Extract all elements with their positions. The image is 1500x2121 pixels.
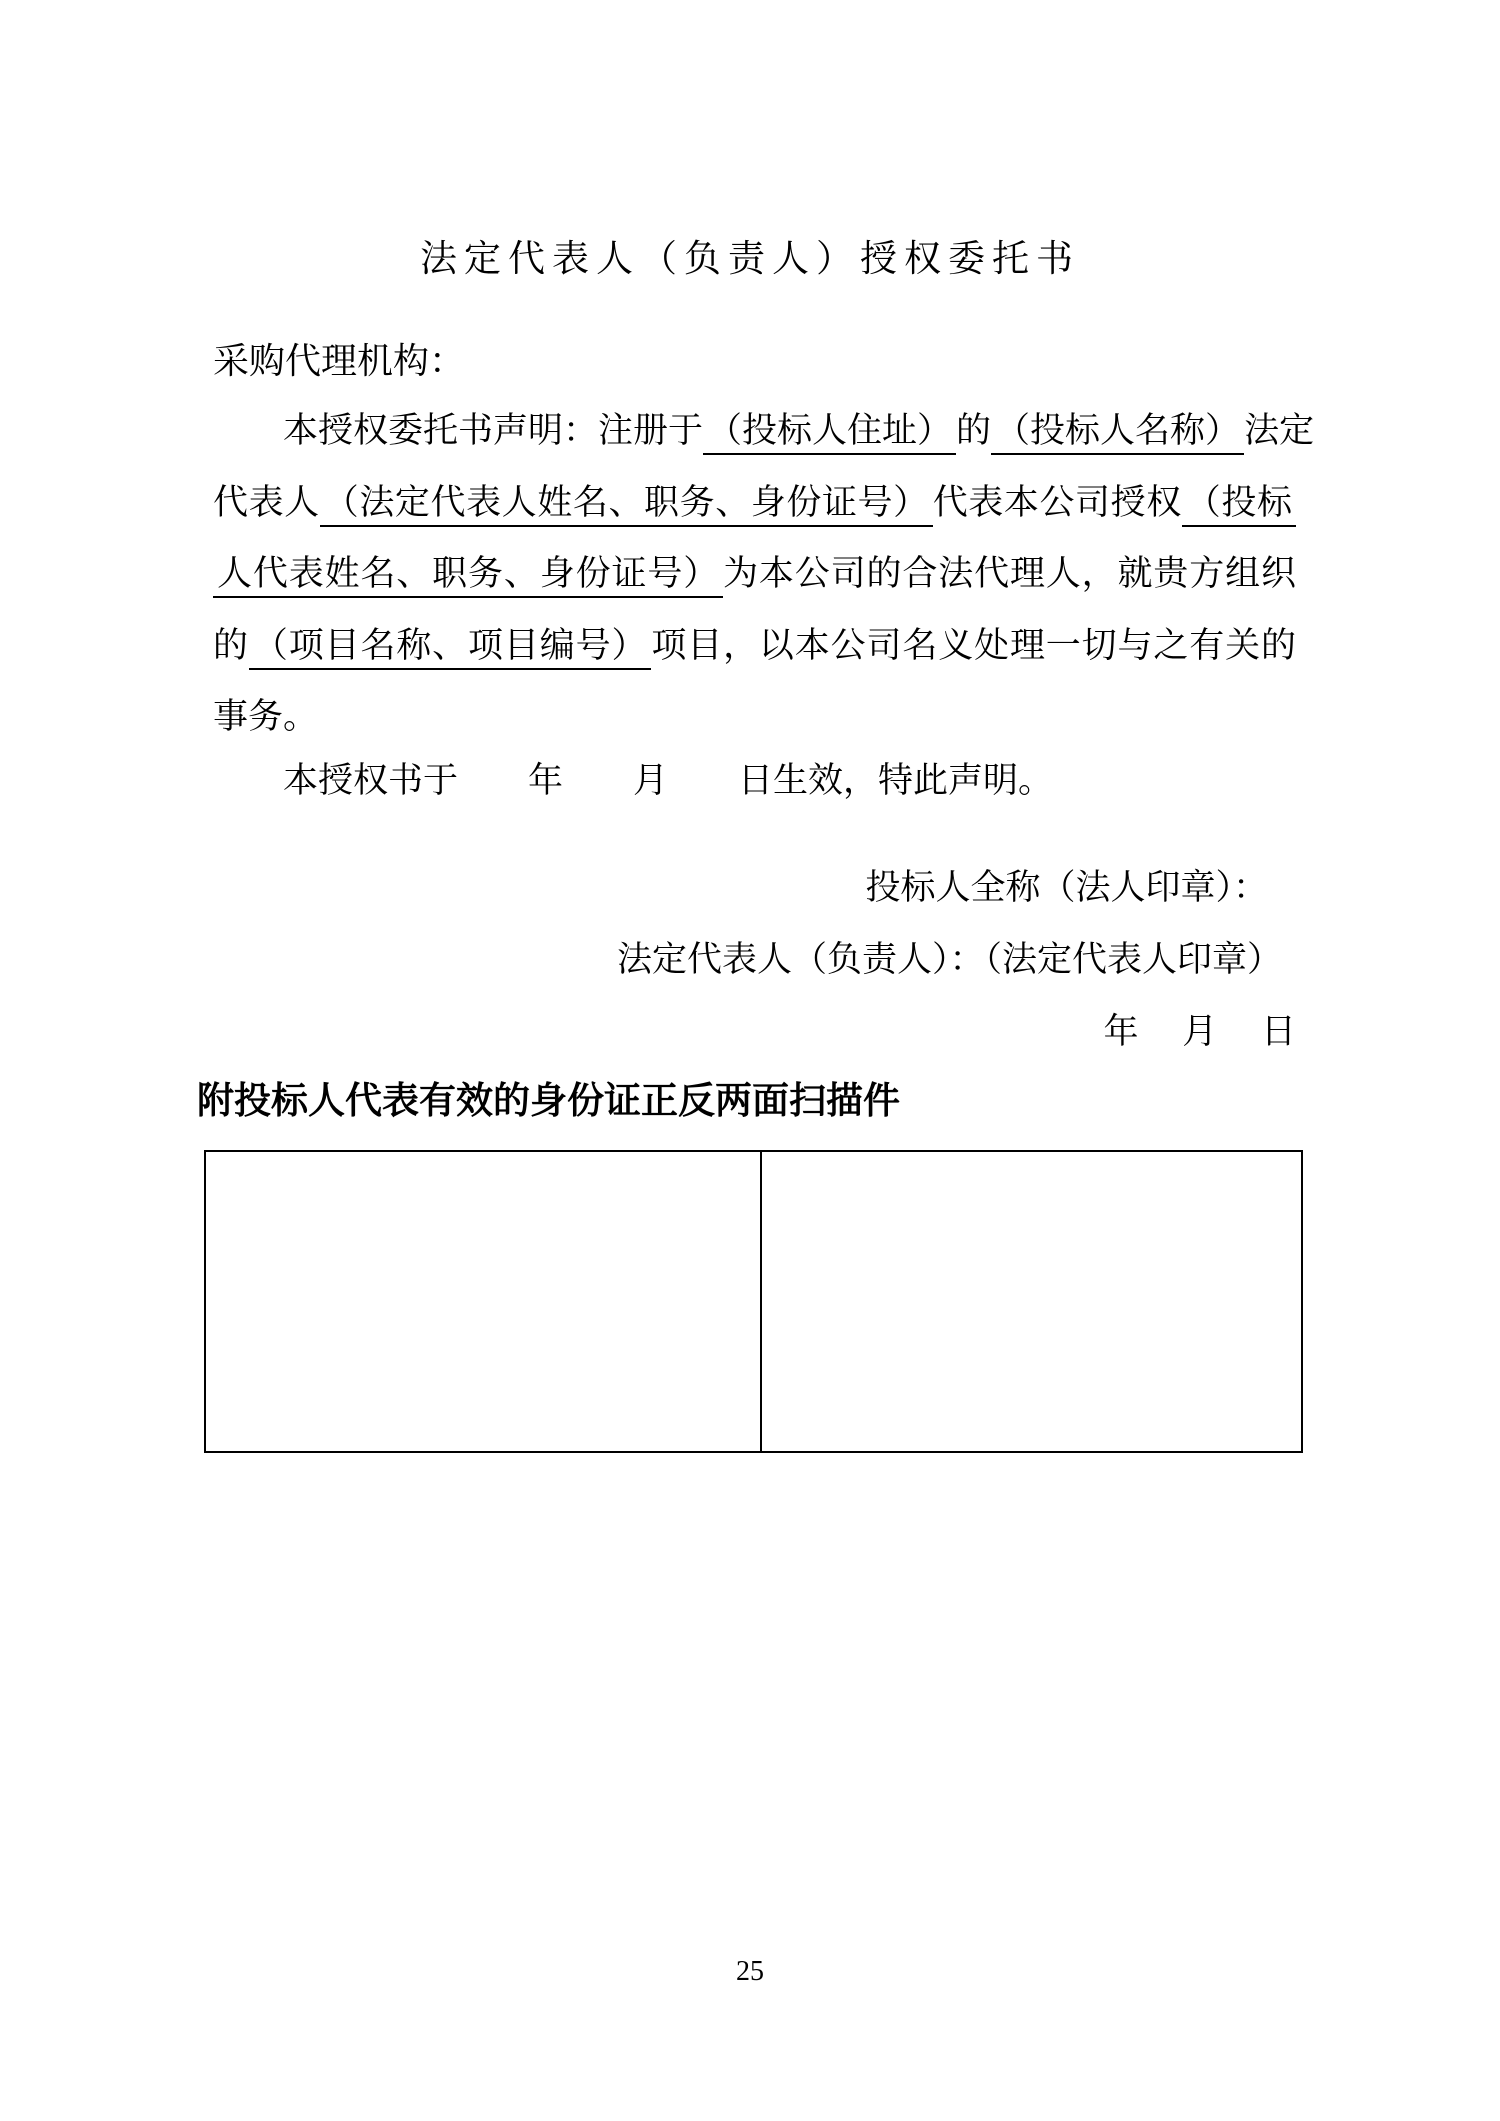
id-card-back-cell bbox=[762, 1152, 1301, 1451]
declaration-line-2 bbox=[213, 467, 1296, 539]
declaration-line-3 bbox=[213, 538, 1296, 610]
signature-bidder-name-line: 投标人全称（法人印章）： bbox=[865, 868, 1268, 907]
declaration-line-4 bbox=[213, 610, 1296, 682]
blank-project-info: （项目名称、项目编号） bbox=[249, 626, 651, 670]
declaration-paragraph bbox=[213, 395, 1315, 753]
salutation-line: 采购代理机构： bbox=[213, 341, 466, 381]
id-card-front-cell bbox=[206, 1152, 762, 1451]
text-segment: 代表人 bbox=[213, 482, 320, 522]
text-segment: 的 bbox=[213, 625, 249, 665]
declaration-line-1 bbox=[213, 395, 1315, 467]
declaration-line-5 bbox=[213, 681, 1296, 753]
text-segment: 代表本公司授权 bbox=[932, 482, 1182, 522]
effective-date-line: 本授权书于 年 月 日生效，特此声明。 bbox=[283, 761, 1054, 800]
blank-agent-info-end: 人代表姓名、职务、身份证号） bbox=[213, 554, 723, 598]
blank-legal-rep-info: （法定代表人姓名、职务、身份证号） bbox=[320, 483, 933, 527]
id-card-scan-box bbox=[204, 1150, 1303, 1453]
blank-bidder-name: （投标人名称） bbox=[991, 411, 1244, 455]
text-segment: 本授权委托书声明：注册于 bbox=[283, 411, 704, 450]
attachment-heading: 附投标人代表有效的身份证正反两面扫描件 bbox=[197, 1081, 900, 1122]
text-segment: 的 bbox=[956, 411, 992, 450]
document-title: 法定代表人（负责人）授权委托书 bbox=[420, 239, 1080, 280]
text-segment: 法定 bbox=[1244, 411, 1315, 450]
text-segment: 为本公司的合法代理人，就贵方组织 bbox=[723, 554, 1296, 594]
text-segment: 项目，以本公司名义处理一切与之有关的 bbox=[651, 625, 1296, 665]
blank-bidder-address: （投标人住址） bbox=[703, 411, 956, 455]
text-segment: 事务。 bbox=[213, 697, 319, 737]
signature-legal-rep-line: 法定代表人（负责人）：（法定代表人印章） bbox=[616, 940, 1282, 979]
signature-date-line: 年 月 日 bbox=[1103, 1012, 1296, 1051]
page-number: 25 bbox=[736, 1956, 764, 1987]
blank-agent-info-start: （投标 bbox=[1182, 483, 1296, 527]
